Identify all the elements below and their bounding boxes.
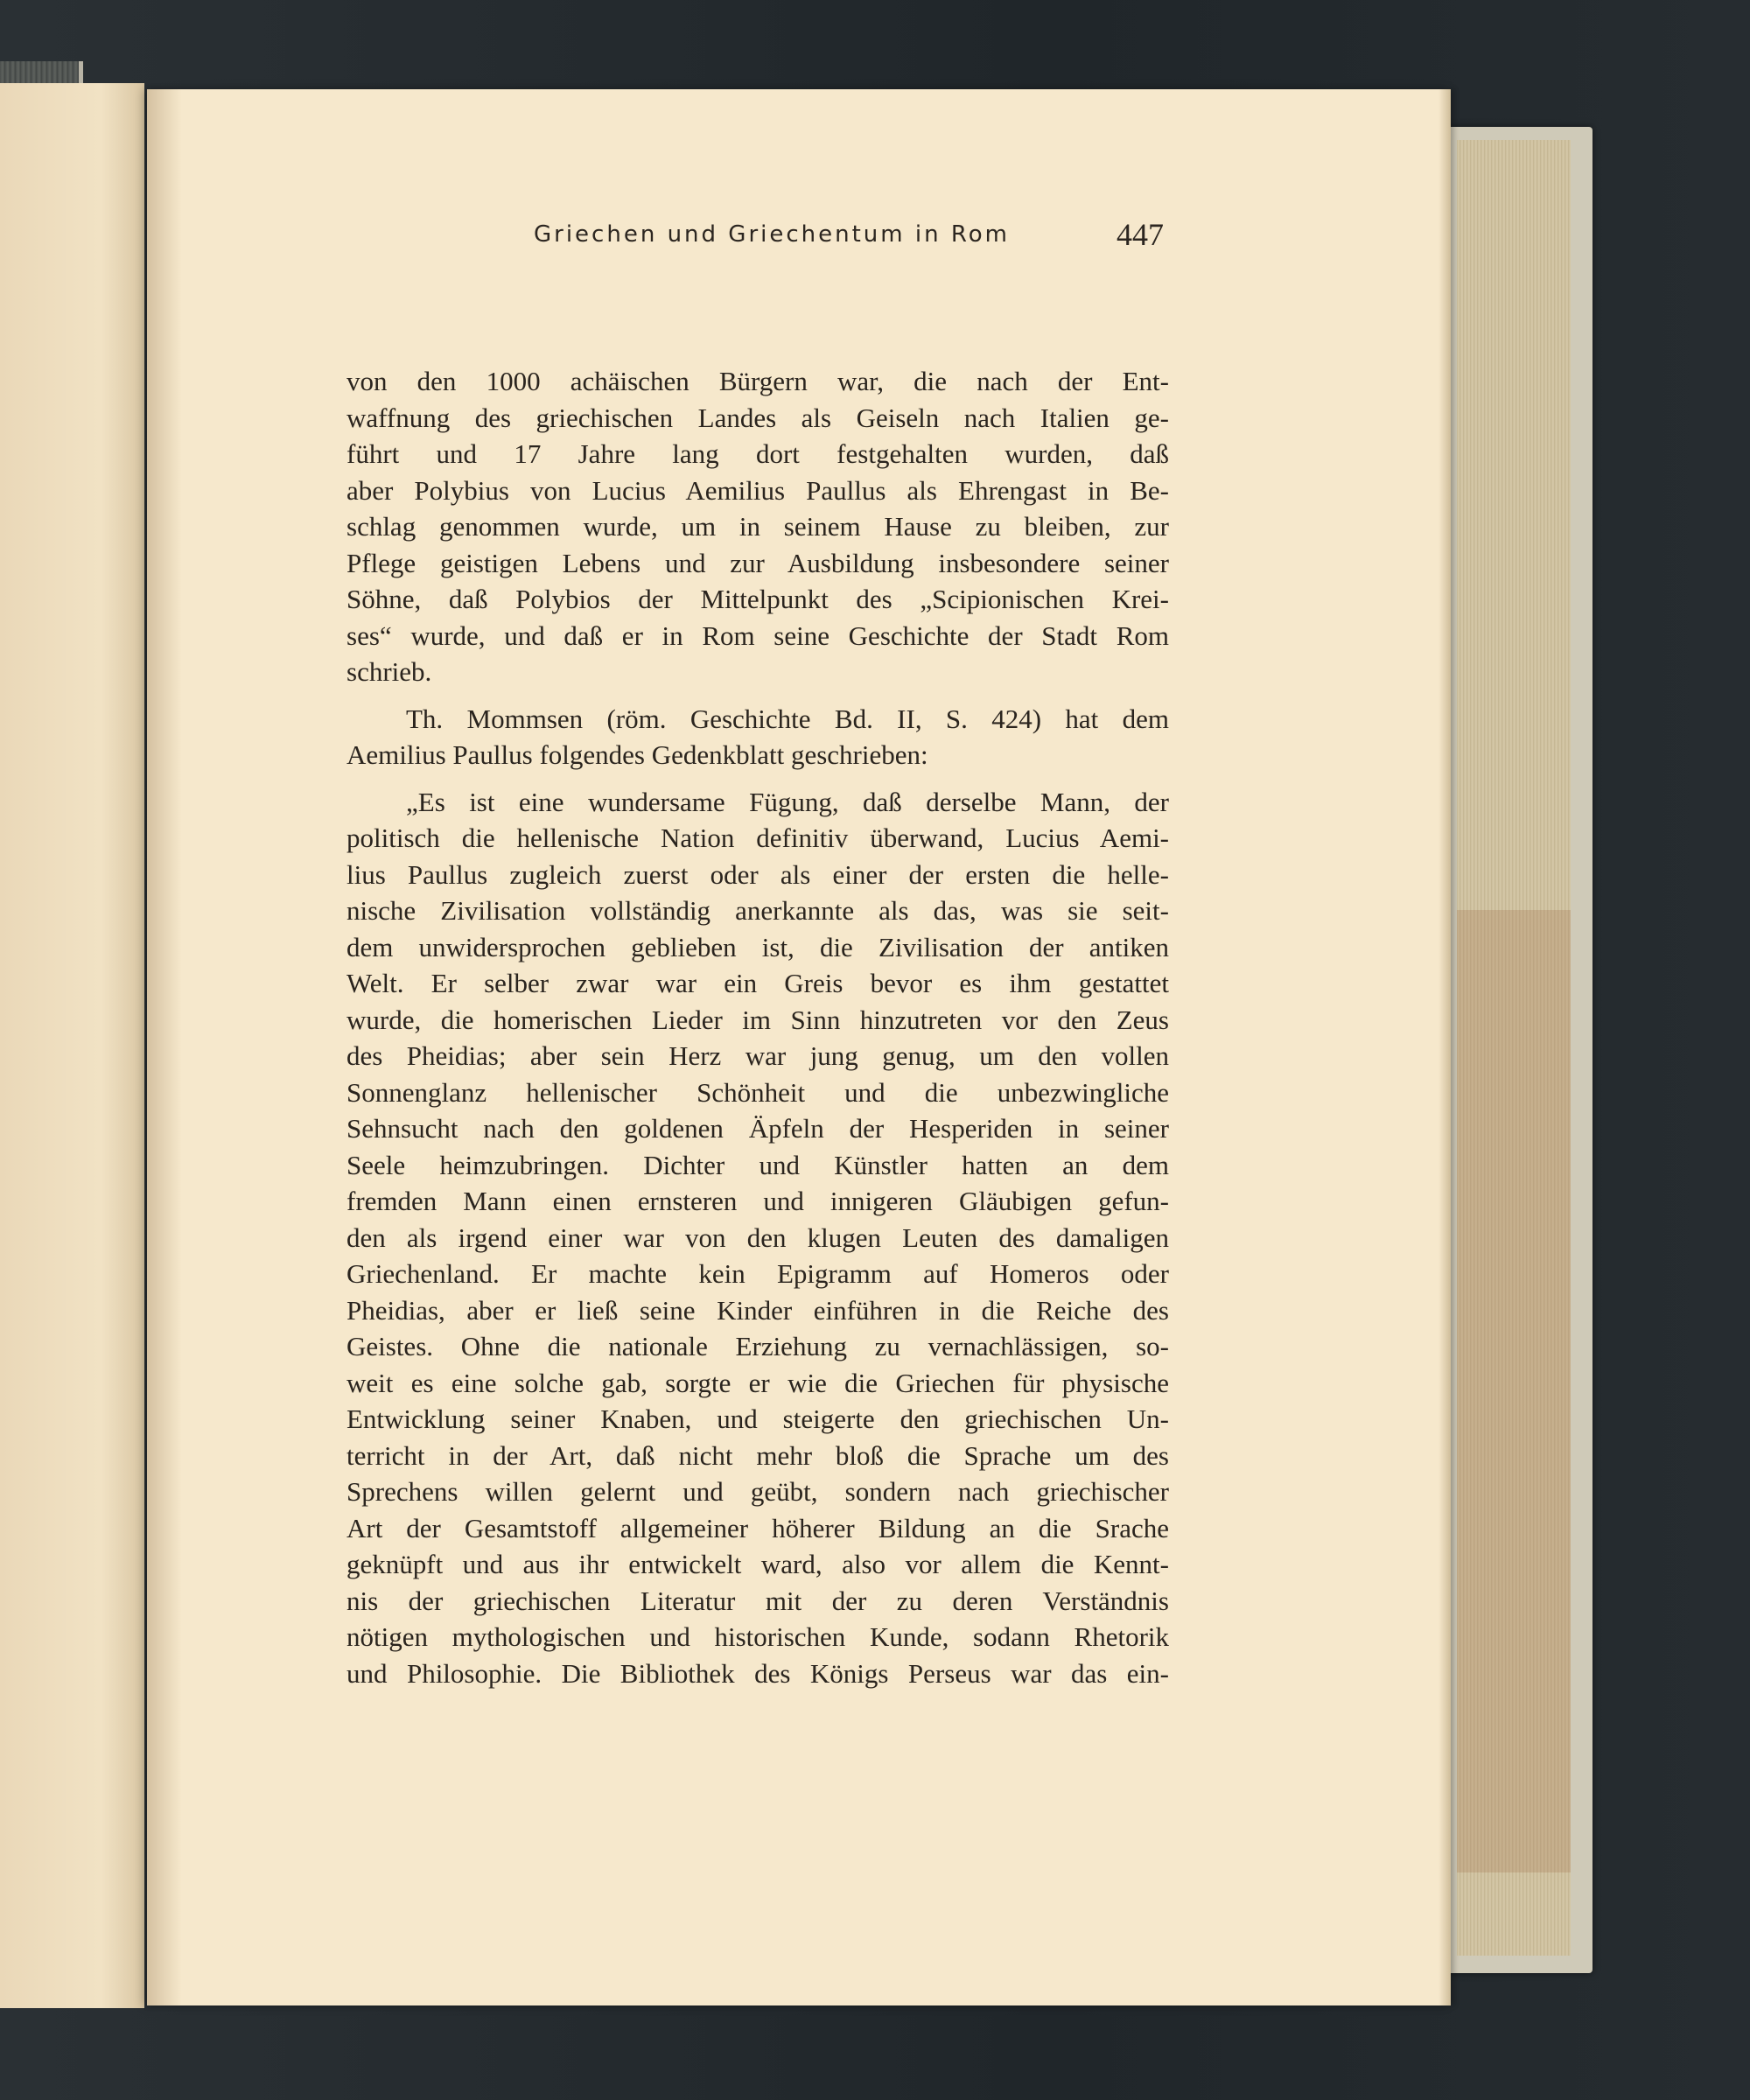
page-gutter-shadow (147, 89, 182, 2006)
text-line: lius Paullus zugleich zuerst oder als einer der ersten die helle- (346, 858, 1169, 890)
text-line: weit es eine solche gab, sorgte er wie die Griechen für physische (346, 1367, 1169, 1398)
text-line: Th. Mommsen (röm. Geschichte Bd. II, S. 424) hat dem (406, 703, 1169, 734)
text-line: Aemilius Paullus folgendes Gedenkblatt geschrieben: (346, 739, 928, 770)
text-line: nötigen mythologischen und historischen Kunde, sodann Rhetorik (346, 1621, 1169, 1652)
text-line: dem unwidersprochen geblieben ist, die Zivilisation der antiken (346, 931, 1169, 962)
text-line: des Pheidias; aber sein Herz war jung genug, um den vollen (346, 1040, 1169, 1071)
text-line: nis der griechischen Literatur mit der zu deren Verständnis (346, 1585, 1169, 1616)
text-line: führt und 17 Jahre lang dort festgehalten wurden, daß (346, 438, 1169, 469)
text-line: nische Zivilisation vollständig anerkannte als das, was sie seit- (346, 895, 1169, 926)
text-line: Entwicklung seiner Knaben, und steigerte den griechischen Un- (346, 1404, 1169, 1434)
text-line: den als irgend einer war von den klugen Leuten des damaligen (346, 1222, 1169, 1253)
text-line: von den 1000 achäischen Bürgern war, die nach der Ent- (346, 366, 1169, 396)
quotation-paragraph (346, 784, 1169, 1692)
body-text (346, 363, 1169, 1691)
text-line: ses“ wurde, und daß er in Rom seine Geschichte der Stadt Rom (346, 620, 1169, 651)
text-line: terricht in der Art, daß nicht mehr bloß die Sprache um des (346, 1439, 1169, 1471)
text-line: und Philosophie. Die Bibliothek des Königs Perseus war das ein- (346, 1657, 1169, 1689)
text-line: fremden Mann einen ernsteren und innigeren Gläubigen gefun- (346, 1186, 1169, 1216)
text-line: politisch die hellenische Nation definitiv überwand, Lucius Aemi- (346, 822, 1169, 853)
text-line: schlag genommen wurde, um in seinem Hause zu bleiben, zur (346, 511, 1169, 542)
page-number: 447 (1116, 217, 1164, 252)
page-outer-edge (1438, 89, 1451, 2006)
text-line: Geistes. Ohne die nationale Erziehung zu vernachlässigen, so- (346, 1331, 1169, 1362)
text-line: schrieb. (346, 656, 432, 687)
paragraph-gap (346, 774, 1169, 784)
running-head-title: Griechen und Griechentum in Rom (534, 221, 1010, 248)
text-line: Söhne, daß Polybios der Mittelpunkt des „Scipionischen Krei- (346, 584, 1169, 614)
page-edge-tint (1457, 910, 1571, 1872)
text-line: aber Polybius von Lucius Aemilius Paullus als Ehrengast in Be- (346, 474, 1169, 506)
paragraph (346, 701, 1169, 774)
text-line: Pflege geistigen Lebens und zur Ausbildung insbesondere seiner (346, 547, 1169, 578)
text-line: Welt. Er selber zwar war ein Greis bevor es ihm gestattet (346, 968, 1169, 998)
text-line: „Es ist eine wundersame Fügung, daß derselbe Mann, der (406, 786, 1169, 817)
text-line: Pheidias, aber er ließ seine Kinder einführen in die Reiche des (346, 1294, 1169, 1326)
text-line: Sprechens willen gelernt und geübt, sondern nach griechischer (346, 1476, 1169, 1507)
text-line: waffnung des griechischen Landes als Geiseln nach Italien ge- (346, 402, 1169, 433)
page-edges (1457, 140, 1571, 1956)
paragraph (346, 363, 1169, 690)
text-line: geknüpft und aus ihr entwickelt ward, also vor allem die Kennt- (346, 1549, 1169, 1579)
running-head (346, 214, 1168, 258)
text-line: Sehnsucht nach den goldenen Äpfeln der Hesperiden in seiner (346, 1113, 1169, 1144)
text-line: Art der Gesamtstoff allgemeiner höherer Bildung an die Srache (346, 1512, 1169, 1544)
text-line: Seele heimzubringen. Dichter und Künstler hatten an dem (346, 1149, 1169, 1180)
paragraph-gap (346, 690, 1169, 701)
text-line: Sonnenglanz hellenischer Schönheit und die unbezwingliche (346, 1076, 1169, 1108)
facing-page-left (0, 83, 144, 2008)
text-line: Griechenland. Er machte kein Epigramm auf Homeros oder (346, 1258, 1169, 1289)
text-line: wurde, die homerischen Lieder im Sinn hinzutreten vor den Zeus (346, 1004, 1169, 1035)
